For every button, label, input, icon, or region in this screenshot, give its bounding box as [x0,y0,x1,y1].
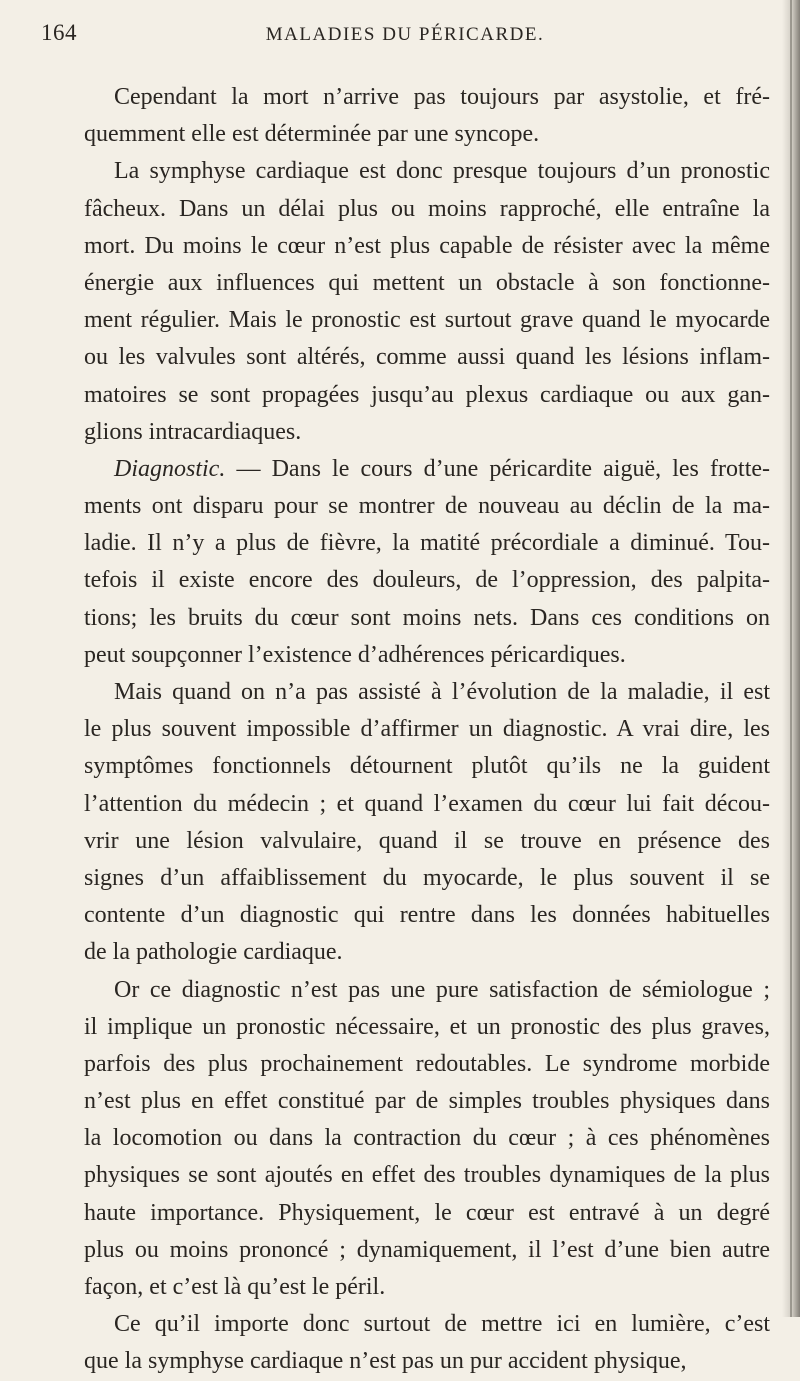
line-text: il implique un pronostic nécessaire, et un pronostic des plus graves, [84,1013,770,1040]
line-text: Ce qu’il importe donc surtout de mettre ici en lumière, c’est [114,1311,770,1338]
line-text: physiques se sont ajoutés en effet des troubles dynamiques de la plus [84,1162,770,1189]
text-line [84,1120,770,1157]
text-line [84,302,770,339]
text-line [84,1232,770,1269]
line-text: parfois des plus prochainement redoutables. Le syndrome morbide [84,1050,770,1077]
text-line [84,711,770,748]
binding-line [790,0,792,1317]
text-line [84,79,770,116]
line-text: La symphyse cardiaque est donc presque toujours d’un pronostic [114,158,770,185]
line-text: que la symphyse cardiaque n’est pas un pur accident physique, [84,1348,687,1375]
line-text: haute importance. Physiquement, le cœur est entravé à un degré [84,1199,770,1226]
text-line [84,488,770,525]
line-text: — Dans le cours d’une péricardite aiguë, les frotte- [225,455,770,482]
section-heading: Diagnostic. [114,455,226,482]
text-line [84,562,770,599]
line-text: n’est plus en effet constitué par de simples troubles physiques dans [84,1088,770,1115]
line-text: la locomotion ou dans la contraction du cœur ; à ces phénomènes [84,1125,770,1152]
line-text: Or ce diagnostic n’est pas une pure satisfaction de sémiologue ; [114,976,770,1003]
line-text: quemment elle est déterminée par une syncope. [84,121,540,148]
text-line [84,153,770,190]
text-line [84,1343,770,1380]
line-text: ments ont disparu pour se montrer de nouveau au déclin de la ma- [84,493,770,520]
line-text: peut soupçonner l’existence d’adhérences péricardiques. [84,641,626,668]
line-text: Mais quand on n’a pas assisté à l’évolution de la maladie, il est [114,679,770,705]
line-text: ou les valvules sont altérés, comme aussi quand les lésions inflam- [84,344,770,371]
text-line [84,1046,770,1083]
line-text: matoires se sont propagées jusqu’au plexus cardiaque ou aux gan- [84,381,770,408]
line-text: signes d’un affaiblissement du myocarde, le plus souvent il se [84,864,770,891]
text-line [84,228,770,265]
line-text: symptômes fonctionnels détournent plutôt qu’ils ne la guident [84,753,770,780]
line-text: Cependant la mort n’arrive pas toujours par asystolie, et fré- [114,84,770,110]
text-line [84,525,770,562]
text-line [84,1083,770,1120]
text-line [84,897,770,934]
page-header [0,20,800,60]
text-line [84,116,770,153]
text-line [84,786,770,823]
page-number: 164 [41,20,77,45]
line-text: l’attention du médecin ; et quand l’examen du cœur lui fait décou- [84,790,770,817]
line-text: ment régulier. Mais le pronostic est surtout grave quand le myocarde [84,307,770,334]
text-line [84,934,770,971]
text-line [84,823,770,860]
line-text: contente d’un diagnostic qui rentre dans les données habituelles [84,902,770,929]
line-text: le plus souvent impossible d’affirmer un diagnostic. A vrai dire, les [84,716,770,743]
text-line [84,1195,770,1232]
text-line [84,972,770,1009]
text-line [84,414,770,451]
running-head: MALADIES DU PÉRICARDE. [265,24,545,45]
body-text [84,79,770,1381]
text-line [84,377,770,414]
text-line [84,191,770,228]
line-text: énergie aux influences qui mettent un obstacle à son fonctionne- [84,269,770,296]
line-text: glions intracardiaques. [84,418,302,445]
line-text: ladie. Il n’y a plus de fièvre, la matité précordiale a diminué. Tou- [84,530,770,557]
line-text: façon, et c’est là qu’est le péril. [84,1274,386,1300]
text-line [84,637,770,674]
text-line [84,748,770,785]
line-text: de la pathologie cardiaque. [84,939,343,966]
text-line [84,1269,770,1306]
line-text: fâcheux. Dans un délai plus ou moins rapproché, elle entraîne la [84,195,770,222]
line-text: plus ou moins prononcé ; dynamiquement, il l’est d’une bien autre [84,1236,770,1263]
text-line [84,265,770,302]
text-line [84,339,770,376]
text-line [84,600,770,637]
text-line [84,1306,770,1343]
text-line [84,674,770,711]
text-line [84,451,770,488]
line-text: tions; les bruits du cœur sont moins nets. Dans ces conditions on [84,604,770,631]
text-line [84,1157,770,1194]
line-text: mort. Du moins le cœur n’est plus capable de résister avec la même [84,232,770,259]
text-line [84,860,770,897]
line-text: tefois il existe encore des douleurs, de l’oppression, des palpita- [84,567,770,594]
text-line [84,1009,770,1046]
line-text: vrir une lésion valvulaire, quand il se trouve en présence des [84,827,770,854]
